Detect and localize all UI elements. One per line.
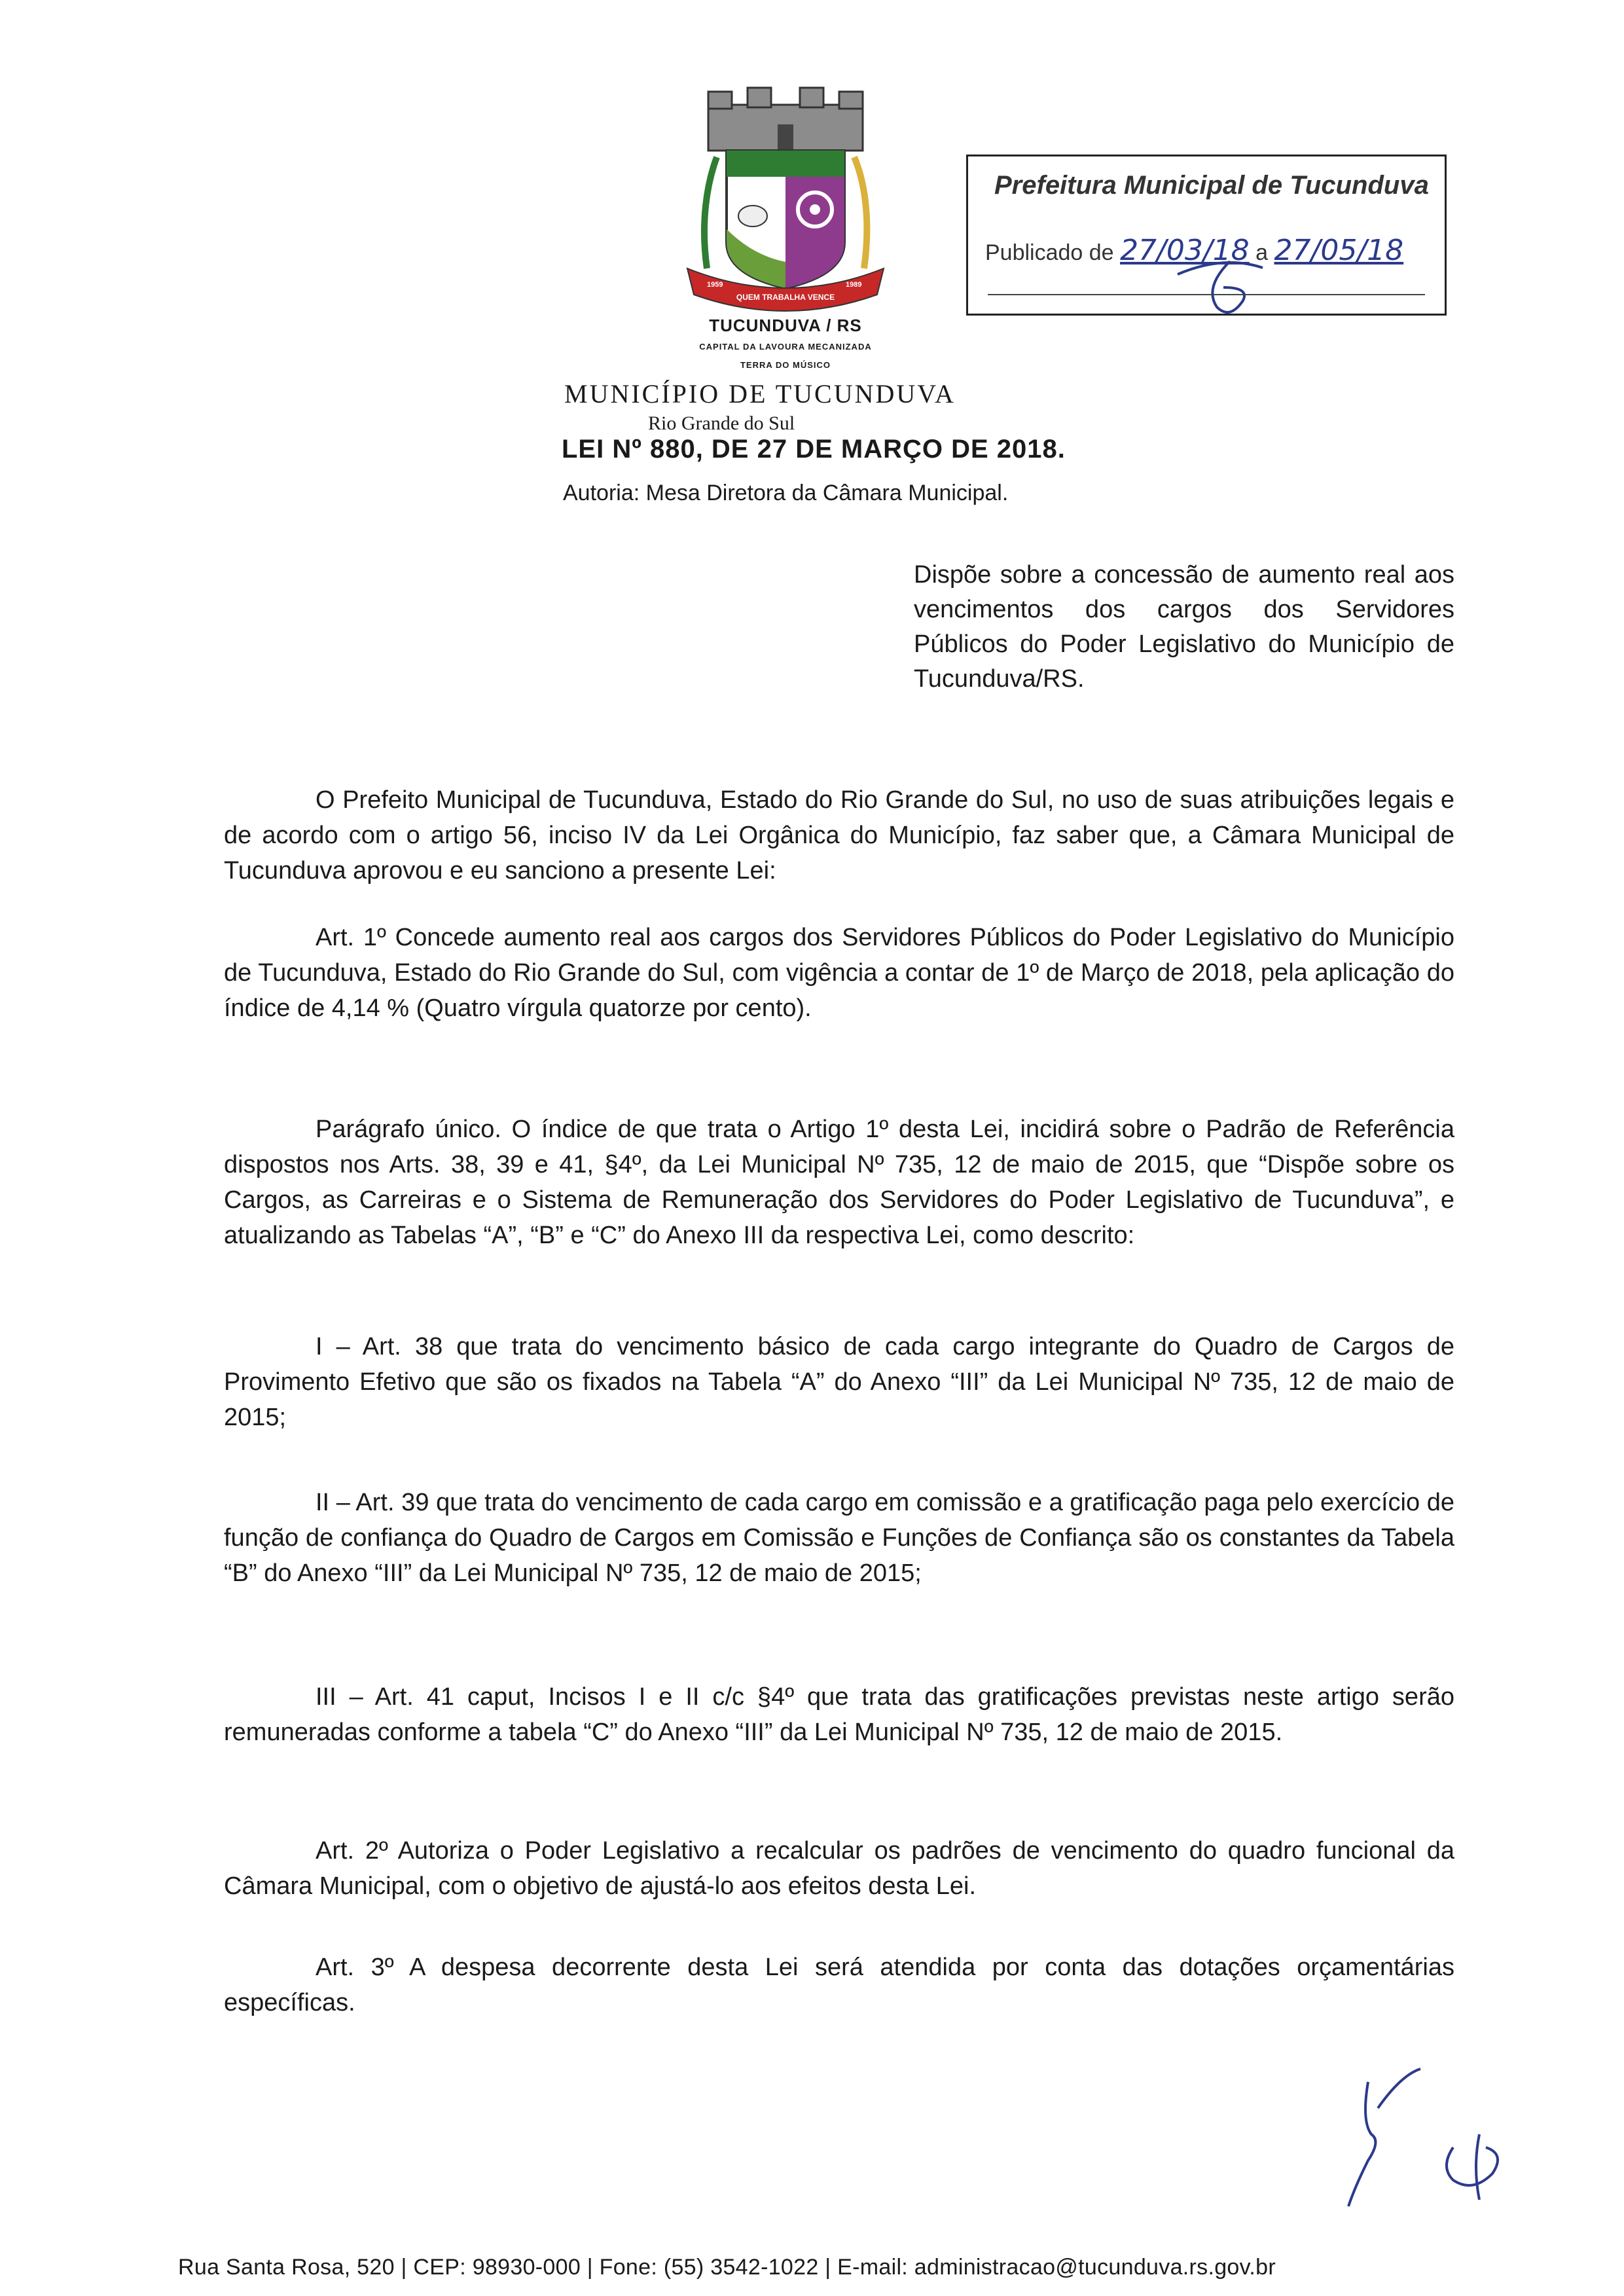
stamp-signature-line <box>988 294 1425 295</box>
article-1: Art. 1º Concede aumento real aos cargos dos Servidores Públicos do Poder Legislativo do Município de Tucunduva, Estado do Rio Grande do Sul, com vigência a contar de 1º de Março de 2018, pela aplicação do índice de 4,14 % (Quatro vírgula quatorze por cento). <box>224 924 1454 1022</box>
stamp-date-from: 27/03/18 <box>1120 234 1250 267</box>
tagline-music: TERRA DO MÚSICO <box>740 360 831 370</box>
inciso-2: II – Art. 39 que trata do vencimento de cada cargo em comissão e a gratificação paga pelo exercício de função de confiança do Quadro de Cargos em Comissão e Funções de Confiança são os constantes da Tabela “B” do Anexo “III” da Lei Municipal Nº 735, 12 de maio de 2015; <box>224 1489 1454 1587</box>
municipality-name: MUNICÍPIO DE TUCUNDUVA <box>564 379 956 409</box>
preamble-paragraph: O Prefeito Municipal de Tucunduva, Estado do Rio Grande do Sul, no uso de suas atribuições legais e de acordo com o artigo 56, inciso IV da Lei Orgânica do Município, faz saber que, a Câmara Municipal de Tucunduva aprovou e eu sanciono a presente Lei: <box>224 786 1454 884</box>
law-title: LEI Nº 880, DE 27 DE MARÇO DE 2018. <box>562 435 1066 464</box>
stamp-connector: a <box>1255 240 1269 265</box>
stamp-title: Prefeitura Municipal de Tucunduva <box>994 171 1429 200</box>
paragrafo-unico: Parágrafo único. O índice de que trata o Artigo 1º desta Lei, incidirá sobre o Padrão de Referência dispostos nos Arts. 38, 39 e 41, §4º, da Lei Municipal Nº 735, 12 de maio de 2015, que “Dispõe sobre os Cargos, as Carreiras e o Sistema de Remuneração dos Servidores do Poder Legislativo de Tucunduva”, e atualizando as Tabelas “A”, “B” e “C” do Anexo III da respectiva Lei, como descrito: <box>224 1116 1454 1249</box>
footer-address: Rua Santa Rosa, 520 | CEP: 98930-000 | Fone: (55) 3542-1022 | E-mail: administracao@tucunduva.rs.gov.br <box>178 2255 1276 2280</box>
article-3: Art. 3º A despesa decorrente desta Lei será atendida por conta das dotações orçamentárias específicas. <box>224 1954 1454 2016</box>
coat-of-arms-logo <box>681 79 890 321</box>
law-ementa: Dispõe sobre a concessão de aumento real aos vencimentos dos cargos dos Servidores Públicos do Poder Legislativo do Município de Tucunduva/RS. <box>914 561 1454 693</box>
stamp-signature-icon <box>1164 248 1282 320</box>
crest-motto: QUEM TRABALHA VENCE <box>736 293 835 302</box>
signatures-icon <box>1322 2056 1519 2213</box>
tagline-capital: CAPITAL DA LAVOURA MECANIZADA <box>699 342 872 352</box>
inciso-3: III – Art. 41 caput, Incisos I e II c/c §4º que trata das gratificações previstas neste artigo serão remuneradas conforme a tabela “C” do Anexo “III” da Lei Municipal Nº 735, 12 de maio de 2015. <box>224 1683 1454 1746</box>
law-authorship: Autoria: Mesa Diretora da Câmara Municipal. <box>563 481 1009 505</box>
city-label: TUCUNDUVA / RS <box>709 316 862 335</box>
state-name: Rio Grande do Sul <box>648 412 795 434</box>
crest-year-right: 1989 <box>846 281 862 289</box>
inciso-1: I – Art. 38 que trata do vencimento básico de cada cargo integrante do Quadro de Cargos de Provimento Efetivo que são os fixados na Tabela “A” do Anexo “III” da Lei Municipal Nº 735, 12 de maio de 2015; <box>224 1333 1454 1431</box>
article-2: Art. 2º Autoriza o Poder Legislativo a recalcular os padrões de vencimento do quadro funcional da Câmara Municipal, com o objetivo de ajustá-lo aos efeitos desta Lei. <box>224 1837 1454 1900</box>
stamp-date-to: 27/05/18 <box>1274 234 1404 267</box>
crest-year-left: 1959 <box>707 281 723 289</box>
stamp-published-prefix: Publicado de <box>985 240 1114 265</box>
publication-stamp <box>966 155 1447 316</box>
